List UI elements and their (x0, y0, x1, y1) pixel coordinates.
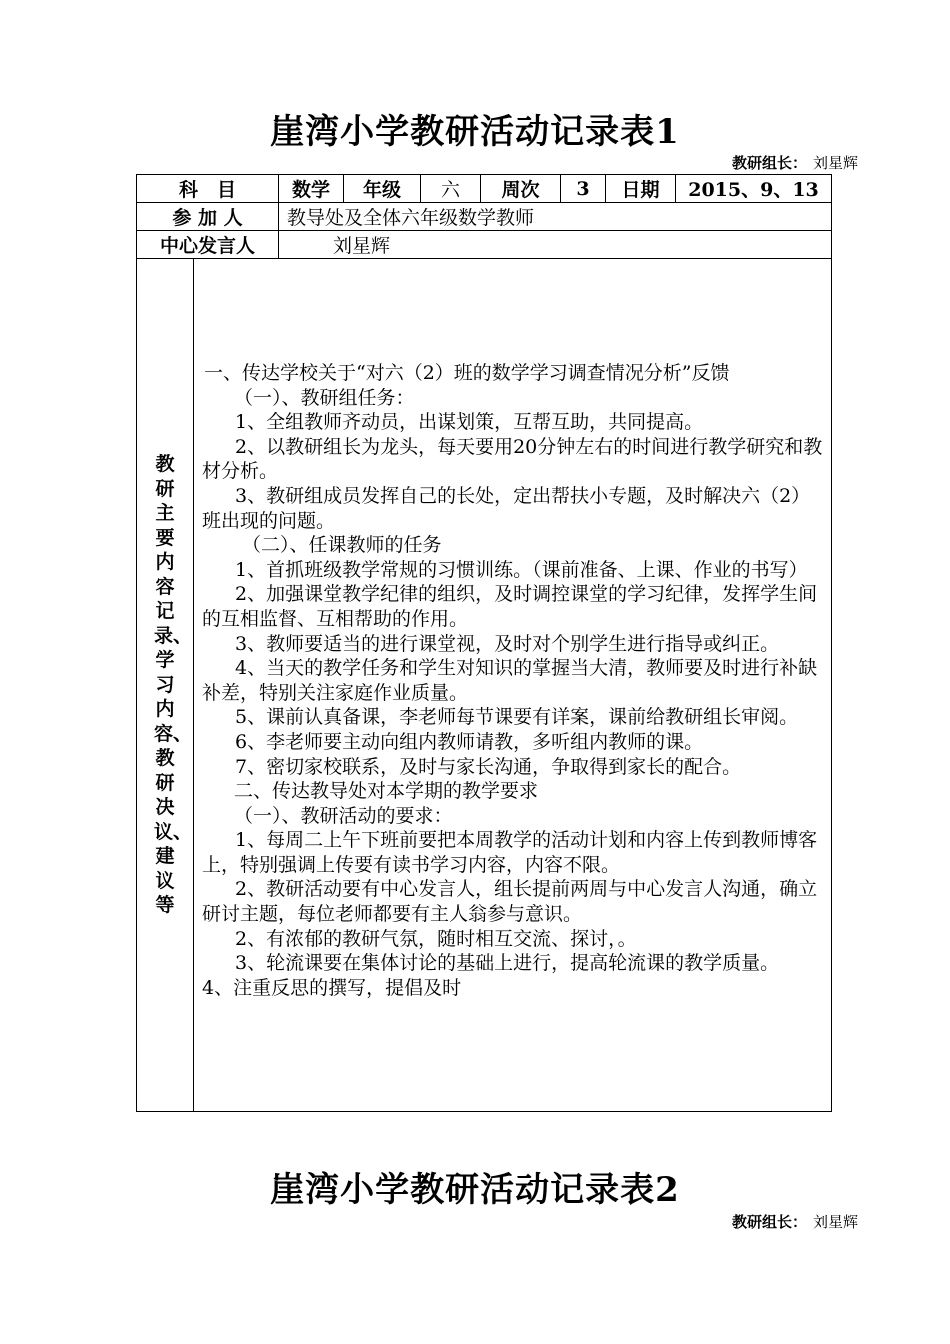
group-leader-label: 教研组长： (731, 154, 807, 172)
content-line: 2、加强课堂教学纪律的组织，及时调控课堂的学习纪律，发挥学生间的互相监督、互相帮助的作用。 (202, 583, 818, 630)
side-label-text: 教研主要内容记录、学习内容、教研决议、建议等 (154, 453, 193, 917)
week-label: 周次 (481, 175, 561, 203)
group-leader-name: 刘星辉 (812, 1213, 858, 1231)
record-table-1 (136, 174, 832, 1112)
content-line: 二、传达教导处对本学期的教学要求 (234, 780, 539, 803)
week-value: 3 (561, 175, 606, 203)
content-line: （一）、教研活动的要求： (234, 804, 453, 827)
speaker-value: 刘星辉 (279, 231, 832, 259)
page-title-2: 崖湾小学教研活动记录表2 (270, 1170, 680, 1210)
group-leader-name: 刘星辉 (812, 154, 858, 172)
content-line: 2、以教研组长为龙头，每天要用20分钟左右的时间进行教学研究和教材分析。 (202, 435, 823, 483)
content-line: 6、李老师要主动向组内教师请教，多听组内教师的课。 (235, 730, 704, 753)
date-value: 2015、9、13 (676, 175, 832, 203)
content-line: 3、教师要适当的进行课堂视，及时对个别学生进行指导或纠正。 (235, 632, 780, 655)
subject-value: 数学 (279, 175, 344, 203)
content-line: 3、轮流课要在集体讨论的基础上进行，提高轮流课的教学质量。 (235, 952, 780, 975)
content-line: 4、注重反思的撰写，提倡及时 (202, 976, 462, 999)
grade-label: 年级 (344, 175, 421, 203)
content-line: 7、密切家校联系，及时与家长沟通，争取得到家长的配合。 (235, 755, 742, 778)
content-line: 4、当天的教学任务和学生对知识的掌握当大清，教师要及时进行补缺补差，特别关注家庭作业质量。 (202, 657, 818, 704)
content-line: 3、教研组成员发挥自己的长处，定出帮扶小专题，及时解决六（2）班出现的问题。 (202, 484, 811, 532)
participants-row (137, 203, 832, 231)
content-line: 1、首抓班级教学常规的习惯训练。（课前准备、上课、作业的书写） (235, 558, 808, 581)
content-line: 1、全组教师齐动员，出谋划策，互帮互助，共同提高。 (235, 411, 704, 434)
participants-value: 教导处及全体六年级数学教师 (279, 203, 832, 231)
group-leader-label: 教研组长： (731, 1213, 807, 1231)
content-line: 1、每周二上午下班前要把本周教学的活动计划和内容上传到教师博客上，特别强调上传要有读书学习内容，内容不限。 (202, 829, 818, 876)
group-leader-line-2 (732, 1211, 858, 1232)
participants-label: 参 加 人 (137, 203, 279, 231)
header-row (137, 175, 832, 203)
content-line: 2、有浓郁的教研气氛，随时相互交流、探讨，。 (235, 927, 637, 950)
speaker-label: 中心发言人 (137, 231, 279, 259)
content-line: （一）、教研组任务： (234, 386, 415, 409)
content-line: 2、教研活动要有中心发言人，组长提前两周与中心发言人沟通，确立研讨主题，每位老师都要有主人翁参与意识。 (202, 878, 818, 926)
content-line: 5、课前认真备课，李老师每节课要有详案，课前给教研组长审阅。 (235, 706, 799, 729)
content-line: 一、传达学校关于“对六（2）班的数学学习调查情况分析”反馈 (204, 362, 730, 384)
date-label: 日期 (606, 175, 676, 203)
page-title-1: 崖湾小学教研活动记录表1 (270, 112, 680, 152)
speaker-row (137, 231, 832, 259)
group-leader-line-1 (732, 152, 858, 173)
subject-label: 科 目 (137, 175, 279, 203)
grade-value: 六 (421, 175, 481, 203)
content-body (194, 259, 832, 1112)
content-side-label (137, 259, 194, 1112)
content-line: （二）、任课教师的任务 (242, 534, 442, 557)
content-row (137, 259, 832, 1112)
